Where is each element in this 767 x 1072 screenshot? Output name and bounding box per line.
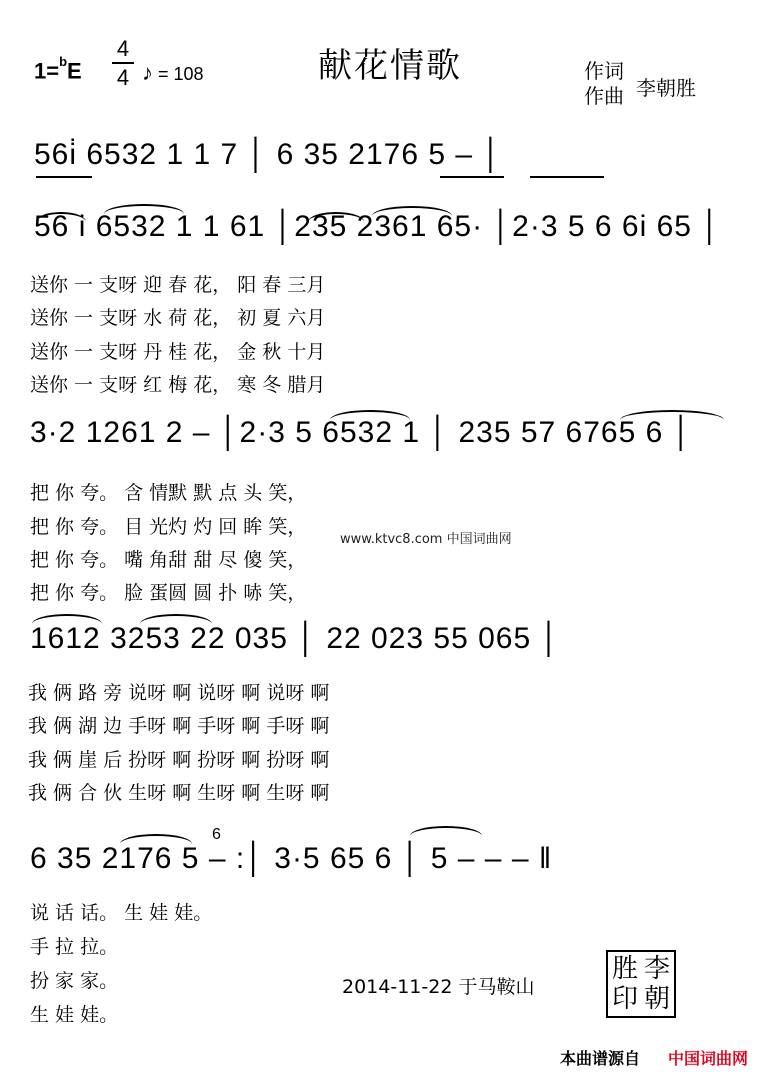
tempo-marking: ♪ = 108 xyxy=(142,60,204,85)
slur xyxy=(410,826,482,836)
lyric-row-3-v3: 把 你 夸。 嘴 角甜 甜 尽 傻 笑， xyxy=(30,549,307,571)
slur xyxy=(120,834,192,844)
author-seal: 胜 李 印 朝 xyxy=(606,950,676,1018)
slur xyxy=(620,410,724,420)
notation-row-2: 56 i 6532 1 1 61 │235 2361 65· │2·3 5 6 6i 65 │ xyxy=(34,210,722,243)
lyric-row-2-v1: 送你 一 支呀 迎 春 花， 阳 春 三月 xyxy=(30,274,326,296)
beam xyxy=(440,176,504,178)
lyric-row-5-v4: 生 娃 娃。 xyxy=(30,1004,119,1026)
slur xyxy=(372,206,452,216)
watermark: www.ktvc8.com 中国词曲网 xyxy=(340,532,512,547)
lyric-row-2-v2: 送你 一 支呀 水 荷 花， 初 夏 六月 xyxy=(30,307,326,329)
lyric-row-4-v3: 我 俩 崖 后 扮呀 啊 扮呀 啊 扮呀 啊 xyxy=(28,749,330,771)
lyric-row-3-v2: 把 你 夸。 目 光灼 灼 回 眸 笑， xyxy=(30,516,307,538)
notation-row-5: 6 35 2176 5 – :│ 3·5 65 6 │ 5 – – – ‖ xyxy=(30,842,553,875)
footer-source: 本曲谱源自 xyxy=(560,1049,641,1068)
grace-note: 6 xyxy=(212,826,221,843)
slur xyxy=(140,614,212,624)
lyric-row-3-v1: 把 你 夸。 含 情默 默 点 头 笑， xyxy=(30,482,307,504)
footer-site-link[interactable]: 中国词曲网 xyxy=(668,1049,749,1068)
notation-row-4: 1612 3253 22 035 │ 22 023 55 065 │ xyxy=(30,622,561,655)
slur xyxy=(32,614,102,624)
slur xyxy=(330,410,410,420)
lyric-row-4-v4: 我 俩 合 伙 生呀 啊 生呀 啊 生呀 啊 xyxy=(28,782,330,804)
author-name: 李朝胜 xyxy=(636,76,696,100)
lyric-row-4-v2: 我 俩 湖 边 手呀 啊 手呀 啊 手呀 啊 xyxy=(28,715,330,737)
song-title: 献花情歌 xyxy=(318,46,462,86)
lyric-row-5-v2: 手 拉 拉。 xyxy=(30,936,119,958)
lyric-row-5-v1: 说 话 话。 生 娃 娃。 xyxy=(30,902,213,924)
notation-row-1: 56i̇ 6532 1 1 7 │ 6 35 2176 5 – │ xyxy=(34,138,503,171)
lyric-row-2-v3: 送你 一 支呀 丹 桂 花， 金 秋 十月 xyxy=(30,341,326,363)
date-place: 2014-11-22 于马鞍山 xyxy=(342,976,535,998)
key-signature: 1=$^b$E xyxy=(34,54,82,84)
lyric-row-5-v3: 扮 家 家。 xyxy=(30,970,119,992)
slur xyxy=(104,204,184,214)
time-signature: 4 4 xyxy=(112,36,134,91)
lyric-row-4-v1: 我 俩 路 旁 说呀 啊 说呀 啊 说呀 啊 xyxy=(28,682,330,704)
lyric-row-3-v4: 把 你 夸。 脸 蛋圆 圆 扑 哧 笑， xyxy=(30,582,307,604)
lyricist-label: 作词 xyxy=(584,59,624,83)
notation-row-3: 3·2 1261 2 – │2·3 5 6532 1 │ 235 57 6765 6 │ xyxy=(30,416,693,449)
beam xyxy=(36,176,92,178)
composer-label: 作曲 xyxy=(584,84,624,108)
eighth-note-icon: ♪ xyxy=(142,60,153,85)
beam xyxy=(530,176,604,178)
lyric-row-2-v4: 送你 一 支呀 红 梅 花， 寒 冬 腊月 xyxy=(30,374,326,396)
